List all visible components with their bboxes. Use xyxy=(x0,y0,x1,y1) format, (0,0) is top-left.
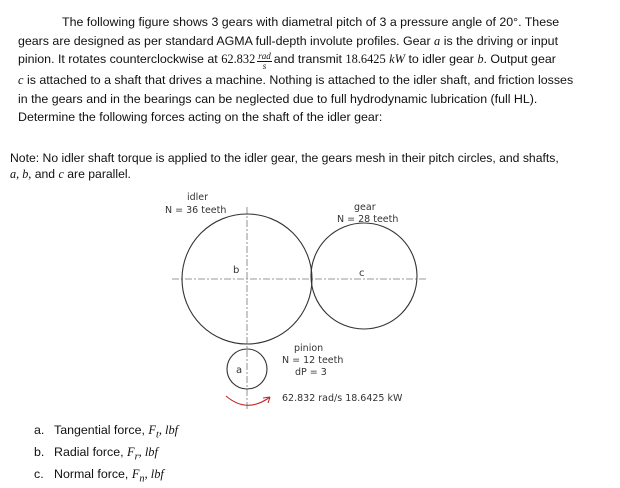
question-item: a. Tangential force, $F_t$, lbf xyxy=(34,423,179,441)
gear-letter: c xyxy=(359,268,365,279)
problem-line-4: c is attached to a shaft that drives a machine. Nothing is attached to the idler shaft, and friction losses xyxy=(18,73,574,88)
idler-teeth: N = 36 teeth xyxy=(165,205,227,216)
gear-teeth: N = 28 teeth xyxy=(337,214,399,225)
problem-line-6: Determine the following forces acting on the shaft of the idler gear: xyxy=(18,110,383,125)
gear-title: gear xyxy=(354,202,376,213)
question-item: b. Radial force, $F_r$, lbf xyxy=(34,444,158,463)
pinion-dp: dP = 3 xyxy=(295,367,327,378)
problem-line-3: pinion. It rotates counterclockwise at 62.832 $\frac{\text{rad}}{s}$ and transmit 18.6425 kW to idler gear b. Output gear xyxy=(18,51,556,72)
problem-line-2: gears are designed as per standard AGMA full-depth involute profiles. Gear a is the driving or input xyxy=(18,33,559,48)
idler-letter: b xyxy=(233,265,240,276)
pinion-letter: a xyxy=(236,365,243,376)
question-list xyxy=(34,422,178,488)
drive-label: 62.832 rad/s 18.6425 kW xyxy=(282,393,403,404)
pinion-title: pinion xyxy=(294,343,324,354)
problem-line-5: in the gears and in the bearings can be neglected due to full hydrodynamic lubrication (full HL). xyxy=(18,91,538,106)
idler-title: idler xyxy=(187,192,209,203)
unit-fraction: $\frac{\text{rad}}{s}$ xyxy=(258,51,271,72)
question-item: c. Normal force, $F_n$, lbf xyxy=(34,466,164,485)
problem-line-1: The following figure shows 3 gears with diametral pitch of 3 a pressure angle of 20°. These xyxy=(62,15,560,29)
note: Note: No idler shaft torque is applied to the idler gear, the gears mesh in their pitch circles, and shafts, a, b, and c are parallel. xyxy=(10,151,559,181)
pinion-teeth: N = 12 teeth xyxy=(282,355,344,366)
